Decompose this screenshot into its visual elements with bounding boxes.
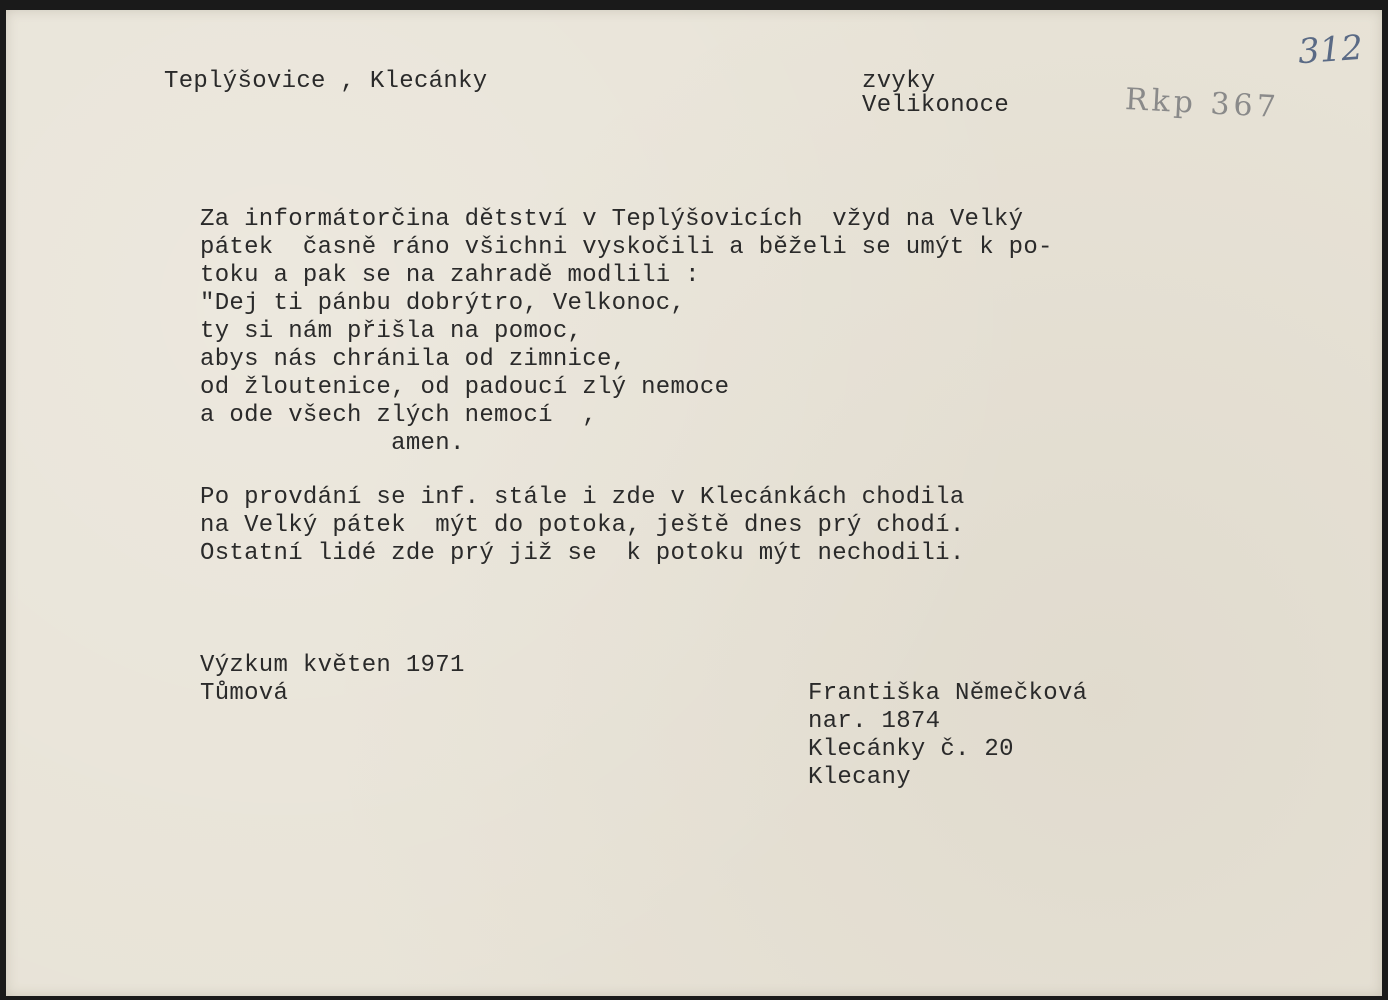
informant-born: nar. 1874 [808, 708, 941, 735]
body-line: na Velký pátek mýt do potoka, ještě dnes prý chodí. [200, 512, 965, 539]
researcher-name: Tůmová [200, 680, 289, 707]
informant-address: Klecánky č. 20 [808, 736, 1014, 763]
informant-name: Františka Němečková [808, 680, 1088, 707]
body-line: pátek časně ráno všichni vyskočili a běželi se umýt k po- [200, 234, 1053, 261]
category-label: zvyky [862, 68, 936, 95]
prayer-line: a ode všech zlých nemocí , [200, 402, 597, 429]
archive-card [6, 10, 1382, 996]
body-line: Ostatní lidé zde prý již se k potoku mýt nechodili. [200, 540, 965, 567]
research-date: Výzkum květen 1971 [200, 652, 465, 679]
body-line: Po provdání se inf. stále i zde v Klecánkách chodila [200, 484, 965, 511]
prayer-line: "Dej ti pánbu dobrýtro, Velkonoc, [200, 290, 686, 317]
prayer-line: ty si nám přišla na pomoc, [200, 318, 583, 345]
page-number-handwritten: 312 [1296, 27, 1365, 73]
subcategory-label: Velikonoce [862, 92, 1010, 119]
archive-stamp: Rkp 367 [1124, 82, 1281, 126]
prayer-line: amen. [200, 430, 465, 457]
body-line: toku a pak se na zahradě modlili : [200, 262, 700, 289]
prayer-line: od žloutenice, od padoucí zlý nemoce [200, 374, 730, 401]
body-line: Za informátorčina dětství v Teplýšovicích vžyd na Velký [200, 206, 1024, 233]
informant-town: Klecany [808, 764, 911, 791]
location-heading: Teplýšovice , Klecánky [164, 68, 488, 95]
prayer-line: abys nás chránila od zimnice, [200, 346, 627, 373]
